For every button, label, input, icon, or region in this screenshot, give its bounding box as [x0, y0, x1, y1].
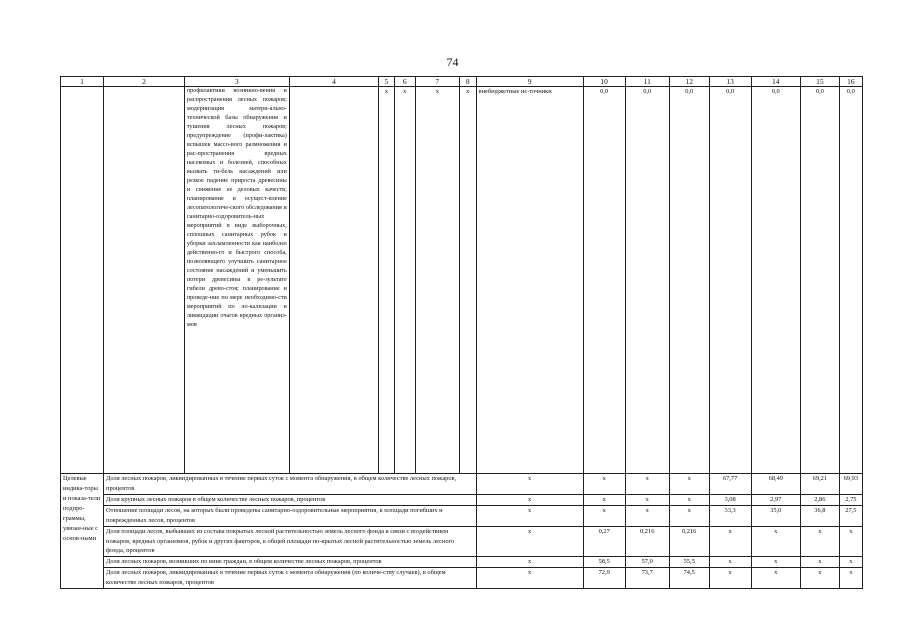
header-cell: 1	[61, 77, 104, 87]
table-cell: х	[625, 505, 669, 526]
table-cell: х	[459, 87, 476, 474]
table-cell: х	[476, 526, 583, 557]
table-cell: 0,216	[625, 526, 669, 557]
header-cell: 13	[709, 77, 751, 87]
table-cell: 69,21	[800, 474, 839, 495]
header-cell: 10	[583, 77, 625, 87]
table-cell: х	[800, 526, 839, 557]
table-cell: х	[751, 557, 800, 568]
indicator-row	[61, 494, 863, 505]
measures-description: профилактики возникно-вения и распространения лесных пожаров; модернизация матери-ально-технической базы обнаружения и тушения лесных пожаров; предупреждение (профи-лактика) вспышек массо-вого размножения и рас-пространения вредных насекомых и болезней, способных вызвать ги-бель насаждений или резкое падение прироста древесины и снижение ее деловых качеств; планирование и осущест-вление лесопатологиче-ского обследования и санитарно-оздоровитель-ных мероприятий в виде выборочных, сплошных санитарных рубок и уборки захламленности как наиболее действенно-го и быстрого способа, позволяющего улучшить санитарное состояние насаждений и уменьшить потери древесины в ре-зультате гибели древо-стоя; планирование и проведе-ние по мере необходимо-сти мероприятий по ло-кализации и ликвидации очагов вредных организ-мов	[184, 87, 289, 474]
table-cell: х	[669, 494, 709, 505]
table-cell: 0,0	[583, 87, 625, 474]
page-number: 74	[446, 55, 459, 69]
header-cell: 4	[289, 77, 378, 87]
table-cell: х	[625, 474, 669, 495]
table-cell: х	[669, 474, 709, 495]
table-cell: 36,8	[800, 505, 839, 526]
table-cell: х	[379, 87, 395, 474]
header-cell: 12	[669, 77, 709, 87]
table-cell: х	[839, 557, 862, 568]
table-cell: х	[709, 568, 751, 589]
table-cell	[61, 87, 104, 474]
table-cell: х	[625, 494, 669, 505]
program-table	[60, 76, 863, 589]
measures-row	[61, 87, 863, 474]
indicator-row	[61, 526, 863, 557]
table-cell: х	[476, 505, 583, 526]
table-cell: 0,216	[669, 526, 709, 557]
column-number-row	[61, 77, 863, 87]
indicator-text: Доля лесных пожаров, возникших по вине граждан, в общем количестве лесных пожаров, процентов	[104, 557, 477, 568]
table-cell: 0,0	[669, 87, 709, 474]
indicator-row	[61, 568, 863, 589]
indicator-row	[61, 474, 863, 495]
table-cell: 55,5	[669, 557, 709, 568]
table-cell: 72,9	[583, 568, 625, 589]
indicator-text: Доля лесных пожаров, ликвидированных в течение первых суток с момента обнаружения, в общем количестве лесных пожаров, процентов	[104, 474, 477, 495]
table-cell: 58,5	[583, 557, 625, 568]
header-cell: 8	[459, 77, 476, 87]
header-cell: 9	[476, 77, 583, 87]
table-cell: х	[751, 568, 800, 589]
indicator-text: Доля лесных пожаров, ликвидированных в течение первых суток с момента обнаружения (по количе-ству случаев), в общем количестве лесных пожаров, процентов	[104, 568, 477, 589]
table-cell: х	[394, 87, 415, 474]
header-cell: 2	[104, 77, 185, 87]
table-cell: 67,77	[709, 474, 751, 495]
header-cell: 6	[394, 77, 415, 87]
header-cell: 5	[379, 77, 395, 87]
indicator-text: Доля площади лесов, выбывших из состава покрытых лесной растительностью земель лесного фонда в связи с воздействием пожаров, вредных организмов, рубок и других факторов, в общей площади по-крытых лесной растительностью земель лесного фонда, процентов	[104, 526, 477, 557]
header-cell: 7	[415, 77, 459, 87]
table-cell: 0,0	[839, 87, 862, 474]
table-cell: х	[476, 474, 583, 495]
table-cell: х	[709, 557, 751, 568]
table-cell: х	[583, 474, 625, 495]
table-cell: 2,86	[800, 494, 839, 505]
table-cell: 2,75	[839, 494, 862, 505]
table-cell: 73,7	[625, 568, 669, 589]
funding-source: внебюджетные ис-точники	[476, 87, 583, 474]
header-cell: 16	[839, 77, 862, 87]
indicator-row	[61, 505, 863, 526]
table-cell: х	[800, 568, 839, 589]
table-cell: 0,0	[800, 87, 839, 474]
table-cell: 33,3	[709, 505, 751, 526]
table-cell: 74,5	[669, 568, 709, 589]
indicator-row	[61, 557, 863, 568]
table-cell	[289, 87, 378, 474]
table-cell: х	[476, 557, 583, 568]
table-cell: х	[709, 526, 751, 557]
table-cell: х	[583, 494, 625, 505]
header-cell: 3	[184, 77, 289, 87]
indicator-text: Отношение площади лесов, на которых были проведены санитарно-оздоровительные мероприятия, к площади погибших и поврежденных лесов, процентов	[104, 505, 477, 526]
table-cell: 0,0	[751, 87, 800, 474]
table-cell: х	[669, 505, 709, 526]
table-cell: х	[415, 87, 459, 474]
table-cell: 27,5	[839, 505, 862, 526]
table-cell: 69,93	[839, 474, 862, 495]
header-cell: 15	[800, 77, 839, 87]
table-cell: х	[800, 557, 839, 568]
table-cell: х	[583, 505, 625, 526]
table-cell: 57,0	[625, 557, 669, 568]
table-cell: х	[839, 568, 862, 589]
table-cell: 0,0	[709, 87, 751, 474]
indicators-label: Целевые индика-торы и показа-тели подпро-граммы, увязан-ные с основ-ными	[61, 474, 104, 589]
table-cell: 68,49	[751, 474, 800, 495]
table-cell: 3,08	[709, 494, 751, 505]
table-cell: х	[476, 568, 583, 589]
table-cell: х	[476, 494, 583, 505]
table-cell: 2,97	[751, 494, 800, 505]
table-cell: х	[751, 526, 800, 557]
table-cell	[104, 87, 185, 474]
table-cell: 35,0	[751, 505, 800, 526]
indicator-text: Доля крупных лесных пожаров в общем количестве лесных пожаров, процентов	[104, 494, 477, 505]
table-cell: х	[839, 526, 862, 557]
header-cell: 11	[625, 77, 669, 87]
table-cell: 0,0	[625, 87, 669, 474]
header-cell: 14	[751, 77, 800, 87]
table-cell: 0,27	[583, 526, 625, 557]
